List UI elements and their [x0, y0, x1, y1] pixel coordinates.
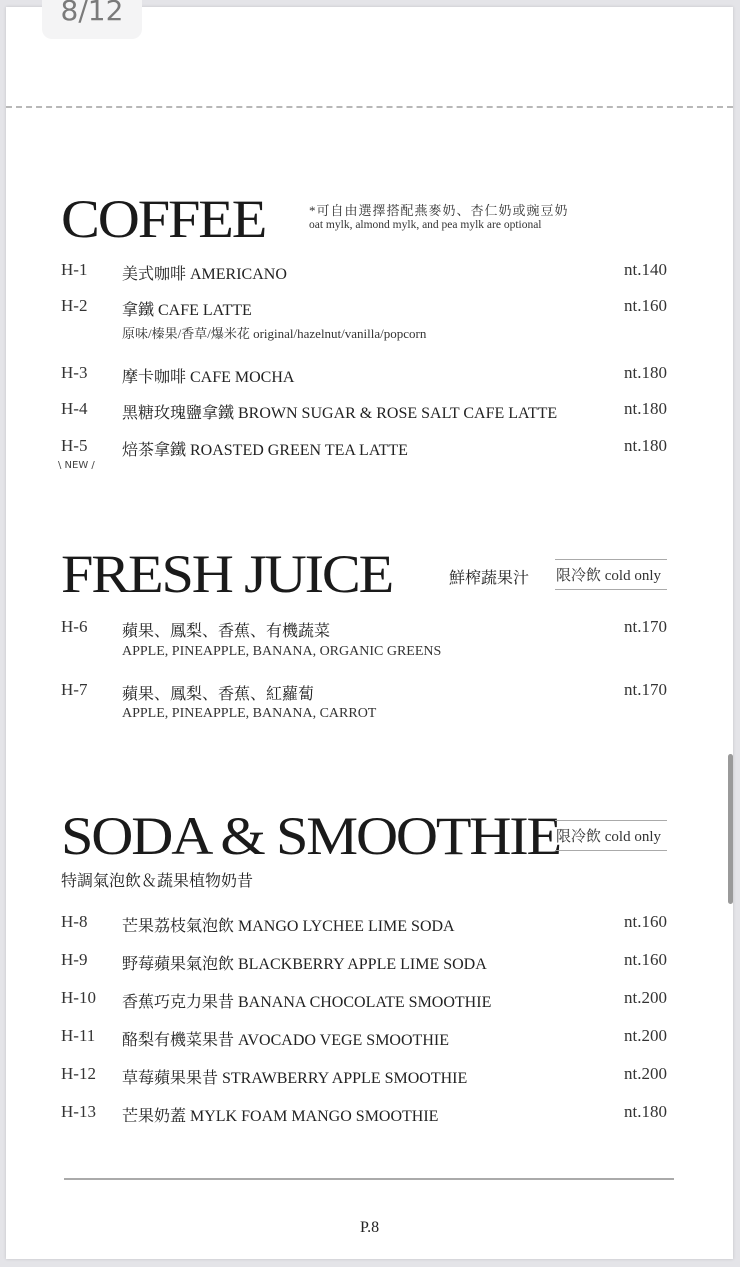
item-description: APPLE, PINEAPPLE, BANANA, CARROT [122, 706, 377, 721]
item-code: H-10 [61, 988, 96, 1007]
item-name: 黑糖玫瑰鹽拿鐵 BROWN SUGAR & ROSE SALT CAFE LATTE [122, 405, 558, 422]
item-code: H-6 [61, 617, 88, 636]
item-name: 美式咖啡 AMERICANO [122, 266, 287, 283]
item-price: nt.180 [624, 436, 667, 455]
item-name: 草莓蘋果果昔 STRAWBERRY APPLE SMOOTHIE [122, 1070, 468, 1087]
item-price: nt.160 [624, 912, 667, 931]
page-number: P.8 [359, 1219, 380, 1236]
item-name: 芒果荔枝氣泡飲 MANGO LYCHEE LIME SODA [122, 918, 455, 935]
item-code: H-13 [61, 1102, 96, 1121]
coffee-note-en: oat mylk, almond mylk, and pea mylk are optional [309, 219, 542, 231]
item-name: 拿鐵 CAFE LATTE [122, 302, 252, 319]
item-price: nt.180 [624, 399, 667, 418]
item-name: 野莓蘋果氣泡飲 BLACKBERRY APPLE LIME SODA [122, 956, 487, 973]
new-badge: \ NEW / [58, 460, 95, 471]
item-price: nt.140 [624, 260, 667, 279]
item-price: nt.160 [624, 950, 667, 969]
page-break-divider [6, 106, 733, 108]
item-price: nt.200 [624, 1026, 667, 1045]
item-name: 芒果奶蓋 MYLK FOAM MANGO SMOOTHIE [122, 1108, 439, 1125]
item-name: 蘋果、鳳梨、香蕉、紅蘿蔔 [122, 686, 315, 703]
item-price: nt.200 [624, 988, 667, 1007]
item-name: 蘋果、鳳梨、香蕉、有機蔬菜 [122, 623, 331, 640]
item-name: 摩卡咖啡 CAFE MOCHA [122, 369, 295, 386]
vertical-scrollbar[interactable] [728, 754, 733, 904]
cold-only-label: 限冷飲 cold only [555, 559, 667, 590]
item-price: nt.160 [624, 296, 667, 315]
menu-page [6, 0, 733, 1259]
item-price: nt.170 [624, 617, 667, 636]
item-code: H-7 [61, 680, 88, 699]
soda-title: SODA & SMOOTHIE [61, 806, 561, 866]
item-description: APPLE, PINEAPPLE, BANANA, ORGANIC GREENS [122, 644, 442, 659]
item-code: H-11 [61, 1026, 96, 1045]
juice-title: FRESH JUICE [61, 544, 393, 604]
item-code: H-2 [61, 296, 88, 315]
item-code: H-1 [61, 260, 88, 279]
item-code: H-8 [61, 912, 88, 931]
item-flavors: 原味/榛果/香草/爆米花 original/hazelnut/vanilla/popcorn [122, 326, 427, 341]
item-name: 香蕉巧克力果昔 BANANA CHOCOLATE SMOOTHIE [122, 994, 492, 1011]
page-indicator: 8/12 [42, 0, 142, 39]
item-price: nt.170 [624, 680, 667, 699]
cold-only-label: 限冷飲 cold only [555, 820, 667, 851]
item-price: nt.200 [624, 1064, 667, 1083]
soda-subtitle: 特調氣泡飲＆蔬果植物奶昔 [61, 873, 254, 890]
item-code: H-4 [61, 399, 88, 418]
coffee-note-cn: *可自由選擇搭配燕麥奶、杏仁奶或豌豆奶 [309, 203, 569, 218]
item-code: H-9 [61, 950, 88, 969]
item-code: H-5 [61, 436, 88, 455]
item-price: nt.180 [624, 363, 667, 382]
footer-divider [64, 1178, 674, 1180]
item-name: 焙茶拿鐵 ROASTED GREEN TEA LATTE [122, 442, 408, 459]
item-code: H-3 [61, 363, 88, 382]
item-name: 酪梨有機菜果昔 AVOCADO VEGE SMOOTHIE [122, 1032, 449, 1049]
item-price: nt.180 [624, 1102, 667, 1121]
juice-subtitle: 鮮榨蔬果汁 [449, 570, 530, 587]
item-code: H-12 [61, 1064, 96, 1083]
coffee-title: COFFEE [61, 189, 266, 249]
